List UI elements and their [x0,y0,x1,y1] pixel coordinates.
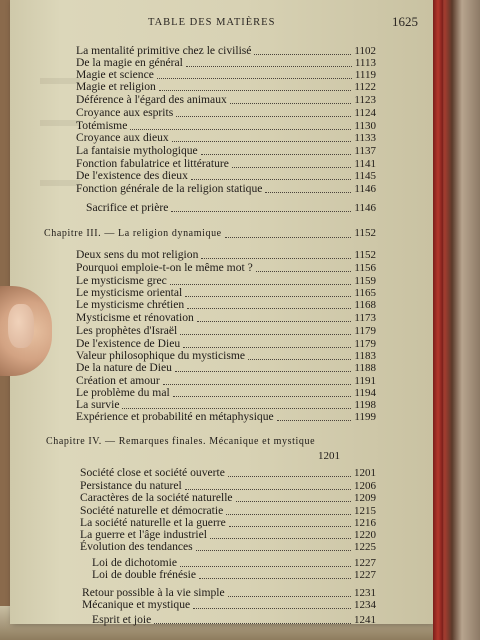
toc-entry: Le mysticisme chrétien 1168 [76,298,376,311]
bleed-through [40,78,80,84]
toc-entry: Valeur philosophique du mysticisme 1183 [76,349,376,362]
toc-subentry: Esprit et joie 1241 [92,613,376,626]
toc-entry: Retour possible à la vie simple 1231 [82,586,376,599]
toc-entry: Persistance du naturel 1206 [80,479,376,492]
toc-entry: Société close et société ouverte 1201 [80,466,376,479]
toc-entry: Société naturelle et démocratie 1215 [80,504,376,517]
chapter-heading: Chapitre III. — La religion dynamique 1152 [44,227,376,239]
toc-entry: Mécanique et mystique 1234 [82,598,376,611]
chapter-heading: Chapitre IV. — Remarques finales. Mécanique et mystique [46,436,316,447]
toc-entry: Le mysticisme grec 1159 [76,274,376,287]
toc-entry: Caractères de la société naturelle 1209 [80,491,376,504]
toc-entry: Expérience et probabilité en métaphysique 1199 [76,410,376,423]
toc-entry: La société naturelle et la guerre 1216 [80,516,376,529]
toc-entry: Le mysticisme oriental 1165 [76,286,376,299]
toc-entry: De l'existence des dieux 1145 [76,169,376,182]
toc-entry: Deux sens du mot religion 1152 [76,248,376,261]
toc-entry: Évolution des tendances 1225 [80,540,376,553]
toc-entry: Déférence à l'égard des animaux 1123 [76,93,376,106]
toc-entry: De la nature de Dieu 1188 [76,361,376,374]
thumbnail-nail [8,304,34,348]
toc-entry: Magie et science 1119 [76,68,376,81]
toc-entry: Fonction générale de la religion statique 1146 [76,182,376,195]
toc-entry: Croyance aux esprits 1124 [76,106,376,119]
toc-entry: Fonction fabulatrice et littérature 1141 [76,157,376,170]
toc-entry: La mentalité primitive chez le civilisé 1102 [76,44,376,57]
toc-entry: Mysticisme et rénovation 1173 [76,311,376,324]
chapter-page-number: 1201 [318,450,340,462]
bleed-through [40,180,80,186]
header-title: TABLE DES MATIÈRES [148,17,276,28]
bleed-through [40,120,80,126]
toc-entry: La survie 1198 [76,398,376,411]
toc-subentry: Sacrifice et prière 1146 [86,201,376,214]
toc-entry: Le problème du mal 1194 [76,386,376,399]
header-page-number: 1625 [392,14,418,29]
toc-entry: Création et amour 1191 [76,374,376,387]
toc-subentry: Loi de double frénésie 1227 [92,568,376,581]
toc-entry: Les prophètes d'Israël 1179 [76,324,376,337]
toc-entry: Croyance aux dieux 1133 [76,131,376,144]
background-right [440,0,480,640]
toc-entry: Totémisme 1130 [76,119,376,132]
toc-entry: Pourquoi emploie-t-on le même mot ? 1156 [76,261,376,274]
toc-entry: Magie et religion 1122 [76,80,376,93]
toc-entry: La guerre et l'âge industriel 1220 [80,528,376,541]
toc-entry: La fantaisie mythologique 1137 [76,144,376,157]
toc-entry: De la magie en général 1113 [76,56,376,69]
book-spine [433,0,443,640]
toc-entry: De l'existence de Dieu 1179 [76,337,376,350]
toc-subentry: Loi de dichotomie 1227 [92,556,376,569]
